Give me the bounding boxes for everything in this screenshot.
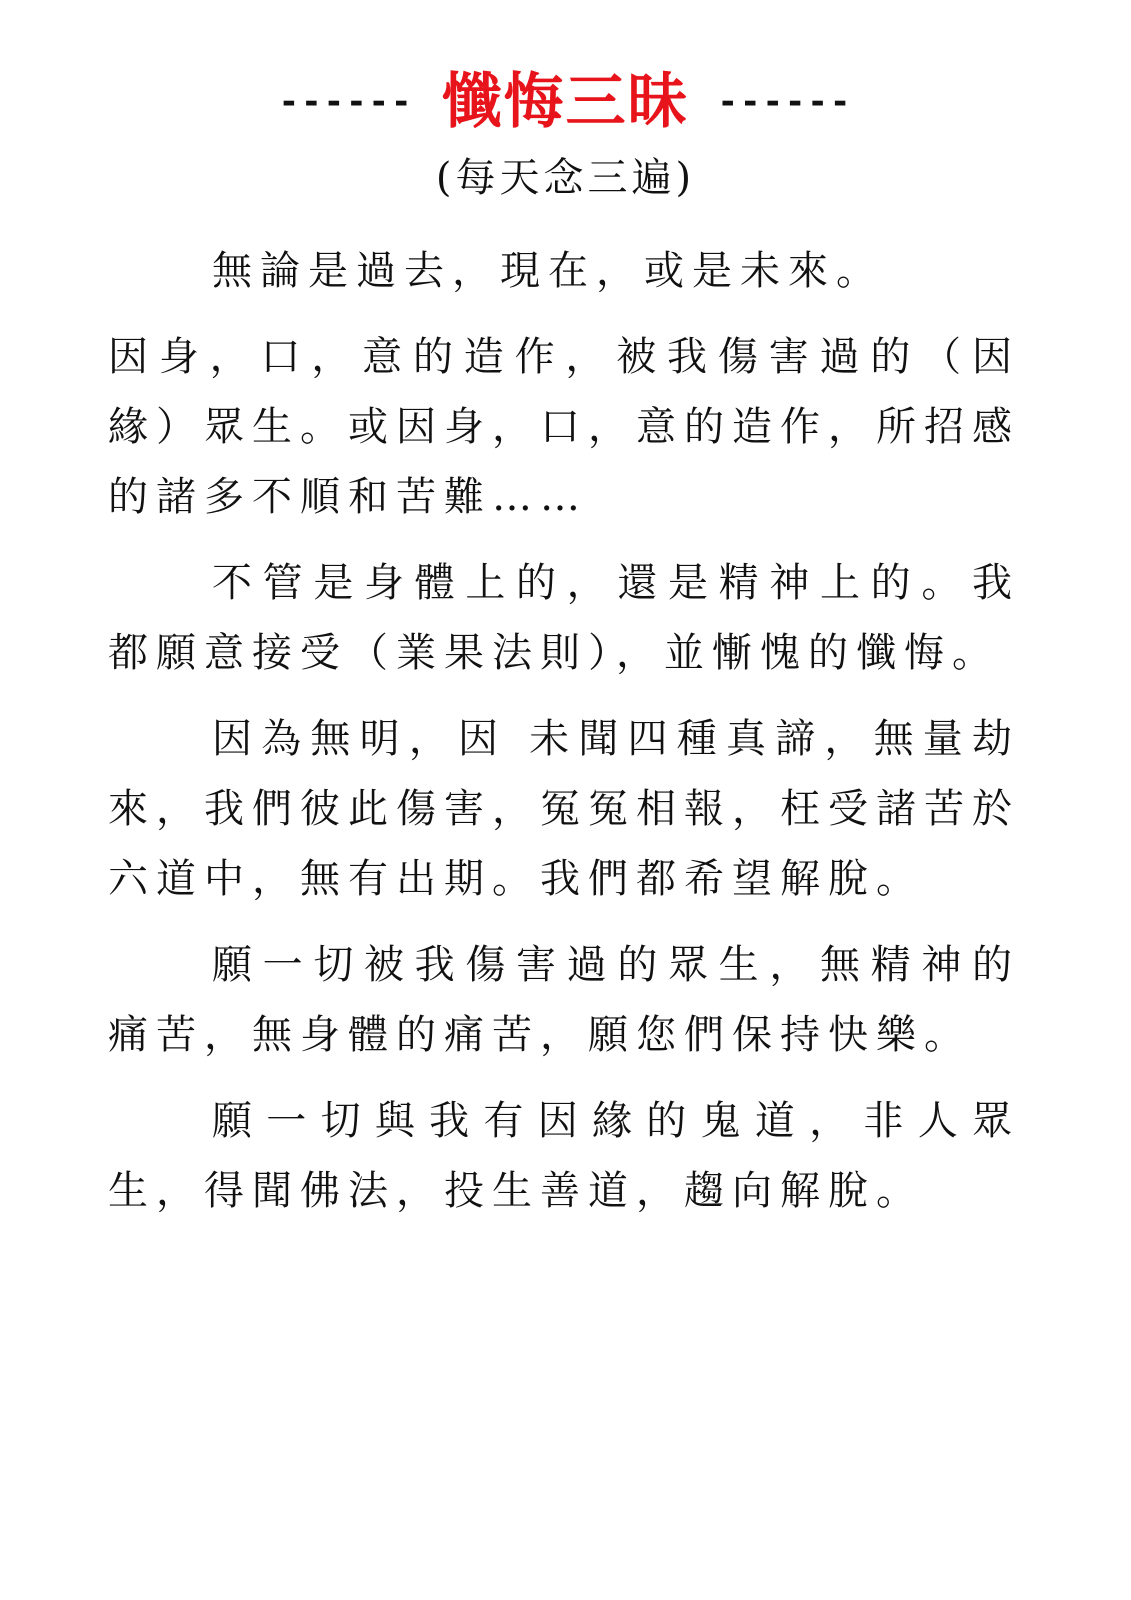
page-title: 懺悔三昧 [441, 67, 690, 137]
paragraph-6: 願一切與我有因緣的鬼道，非人眾生，得聞佛法，投生善道，趨向解脫。 [108, 1098, 1020, 1214]
title-row [0, 67, 1131, 137]
paragraph-2: 因身，口，意的造作，被我傷害過的（因緣）眾生。或因身，口，意的造作，所招感的諸多不順和苦難…… [108, 334, 1020, 520]
title-dashes-left: ------ [278, 82, 414, 122]
body-text [108, 236, 1020, 1242]
paragraph-4: 因為無明，因 未聞四種真諦，無量劫來，我們彼此傷害，冤冤相報，枉受諸苦於六道中，無有出期。我們都希望解脫。 [108, 716, 1020, 902]
paragraph-3: 不管是身體上的，還是精神上的。我都願意接受（業果法則），並慚愧的懺悔。 [108, 560, 1020, 676]
paragraph-5: 願一切被我傷害過的眾生，無精神的痛苦，無身體的痛苦，願您們保持快樂。 [108, 942, 1020, 1058]
page-subtitle: (每天念三遍) [435, 155, 696, 201]
paragraph-1: 無論是過去，現在，或是未來。 [212, 248, 884, 294]
title-dashes-right: ------ [717, 82, 853, 122]
